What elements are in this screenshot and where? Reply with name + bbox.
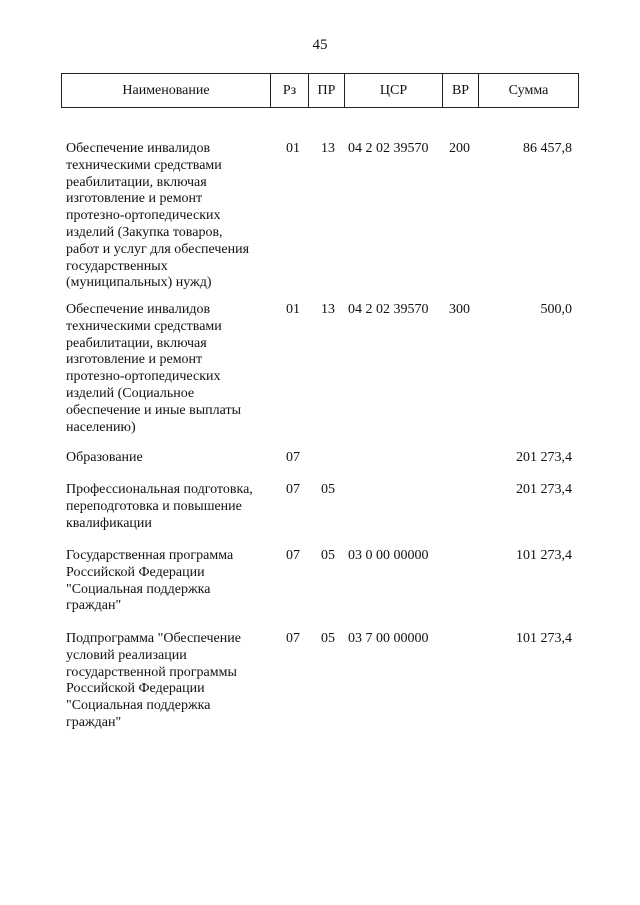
row-sum: 500,0 [540,302,572,317]
row-pr: 05 [321,631,335,646]
row-vr: 200 [449,141,470,156]
row-pr: 13 [321,141,335,156]
row-sum: 201 273,4 [516,450,572,465]
row-name: Обеспечение инвалидов техническими средствами реабилитации, включая изготовление и ремонт протезно-ортопедических изделий (Закупка товаров, работ и услуг для обеспечения государственных (муниципальных) нужд) [66,141,250,291]
header-vr: ВР [443,74,479,107]
row-csr: 04 2 02 39570 [348,141,429,156]
row-csr: 04 2 02 39570 [348,302,429,317]
row-pr: 13 [321,302,335,317]
header-sum: Сумма [508,83,549,98]
row-name: Государственная программа Российской Федерации "Социальная поддержка граждан" [66,548,234,614]
row-sum: 201 273,4 [516,482,572,497]
row-rz: 01 [286,302,300,317]
header-name: Наименование [62,74,271,107]
row-rz: 07 [286,631,300,646]
row-pr: 05 [321,548,335,563]
row-vr: 300 [449,302,470,317]
row-sum: 86 457,8 [523,141,572,156]
row-csr: 03 7 00 00000 [348,631,429,646]
row-name: Профессиональная подготовка, переподготовка и повышение квалификации [66,482,253,531]
row-name: Подпрограмма "Обеспечение условий реализации государственной программы Российской Федерации "Социальная поддержка граждан" [66,631,241,730]
row-rz: 07 [286,482,300,497]
row-rz: 07 [286,548,300,563]
row-sum: 101 273,4 [516,548,572,563]
row-name: Образование [66,450,143,465]
row-name: Обеспечение инвалидов техническими средствами реабилитации, включая изготовление и ремонт протезно-ортопедических изделий (Социальное обеспечение и иные выплаты населению) [66,302,241,435]
row-rz: 07 [286,450,300,465]
header-csr: ЦСР [345,74,443,107]
row-rz: 01 [286,141,300,156]
row-pr: 05 [321,482,335,497]
row-sum: 101 273,4 [516,631,572,646]
page-number: 45 [312,37,328,53]
header-pr: ПР [309,74,345,107]
row-csr: 03 0 00 00000 [348,548,429,563]
header-rz: Рз [271,74,309,107]
table-header [61,73,579,108]
